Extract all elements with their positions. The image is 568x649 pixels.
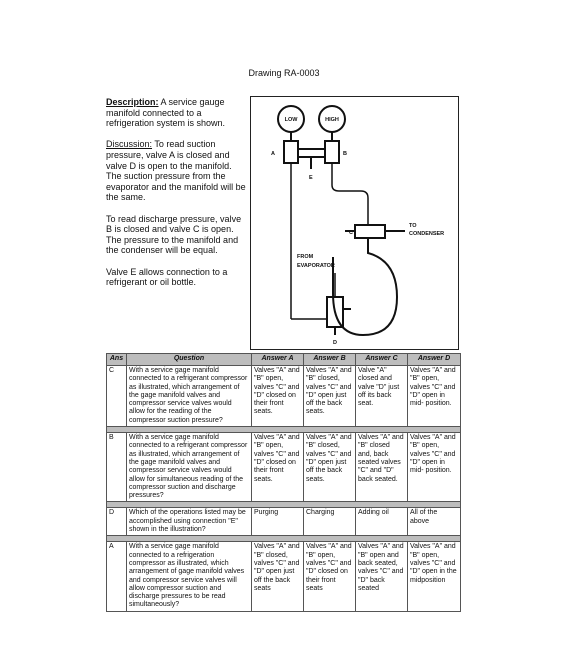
question-table: [106, 353, 461, 612]
row-answer-a: Valves "A" and "B" open, valves "C" and "D" closed on their front seats.: [252, 433, 304, 502]
row-answer-c: Valves "A" and "B" closed and, back seated valves "C" and "D" back seated.: [356, 433, 408, 502]
header-answer-b: Answer B: [304, 354, 356, 366]
row-answer-d: All of the above: [408, 508, 461, 536]
header-ans: Ans: [107, 354, 127, 366]
table-row: [107, 508, 461, 536]
table-header-row: [107, 354, 461, 366]
manifold-valve-b-body: [325, 141, 339, 163]
row-answer-a: Valves "A" and "B" closed, valves "C" and "D" open just off the back seats: [252, 542, 304, 611]
table-row: [107, 366, 461, 427]
header-answer-d: Answer D: [408, 354, 461, 366]
valve-d-label: D: [333, 340, 337, 346]
header-question: Question: [127, 354, 252, 366]
header-answer-c: Answer C: [356, 354, 408, 366]
low-label: LOW: [284, 117, 298, 123]
valve-e-label: E: [309, 175, 313, 181]
row-ans: A: [107, 542, 127, 611]
manifold-valve-a-body: [284, 141, 298, 163]
description-heading: Description:: [106, 97, 159, 107]
table-row: [107, 542, 461, 611]
to-condenser-label-2: CONDENSER: [409, 231, 445, 237]
row-question: Which of the operations listed may be accomplished using connection "E" shown in the illustration?: [127, 508, 252, 536]
row-ans: D: [107, 508, 127, 536]
row-answer-c: Valve "A" closed and valve "D" just off its back seat.: [356, 366, 408, 427]
discussion-text: To read suction pressure, valve A is closed and valve D is open to the manifold. The suction pressure from the evaporator and the manifold will be the same.: [106, 139, 246, 203]
row-answer-c: Valves "A" and "B" open and back seated, valves "C" and "D" back seated: [356, 542, 408, 611]
to-condenser-label-1: TO: [409, 223, 417, 229]
discussion-heading: Discussion:: [106, 139, 153, 150]
row-answer-d: Valves "A" and "B" open, valves "C" and "D" open in the midposition: [408, 542, 461, 611]
row-answer-d: Valves "A" and "B" open, valves "C" and "D" open in mid- position.: [408, 433, 461, 502]
description-block: [106, 97, 246, 298]
row-answer-a: Valves "A" and "B" open, valves "C" and "D" closed on their front seats.: [252, 366, 304, 427]
row-answer-b: Charging: [304, 508, 356, 536]
row-ans: B: [107, 433, 127, 502]
valve-b-label: B: [343, 151, 347, 157]
row-answer-d: Valves "A" and "B" open, valves "C" and "D" open in mid- position.: [408, 366, 461, 427]
high-label: HIGH: [325, 117, 339, 123]
row-question: With a service gage manifold connected to a refrigerant compressor as illustrated, which arrangement of the gage manifold valves and compressor service valves would allow for simultaneous reading of the compressor suction and discharge pressures?: [127, 433, 252, 502]
diagram-svg: [251, 97, 458, 349]
from-evaporator-label-1: FROM: [297, 254, 314, 260]
header-answer-a: Answer A: [252, 354, 304, 366]
description-intro: A service gauge manifold connected to a refrigeration system is shown.: [106, 97, 226, 129]
row-answer-c: Adding oil: [356, 508, 408, 536]
table-row: [107, 433, 461, 502]
row-question: With a service gage manifold connected to a refrigeration compressor as illustrated, which arrangement of gage manifold valves and compressor service valves will allow compressor suction and discharge pressures to be read simultaneously?: [127, 542, 252, 611]
drawing-title: Drawing RA-0003: [248, 68, 320, 78]
row-answer-a: Purging: [252, 508, 304, 536]
row-ans: C: [107, 366, 127, 427]
row-answer-b: Valves "A" and "B" closed, valves "C" and "D" open just off the back seats.: [304, 433, 356, 502]
valve-a-label: A: [271, 151, 275, 157]
valve-c-label: C: [349, 230, 353, 236]
discharge-paragraph: To read discharge pressure, valve B is closed and valve C is open. The pressure to the manifold and the condenser will be equal.: [106, 213, 242, 256]
row-answer-b: Valves "A" and "B" closed, valves "C" and "D" open just off the back seats.: [304, 366, 356, 427]
valve-e-paragraph: Valve E allows connection to a refrigerant or oil bottle.: [106, 266, 228, 288]
from-evaporator-label-2: EVAPORATOR: [297, 263, 335, 269]
refrigeration-diagram: [250, 96, 459, 350]
row-question: With a service gage manifold connected to a refrigerant compressor as illustrated, which arrangement of the gage manifold valves and compressor service valves would allow for the reading of the compressor suction pressure?: [127, 366, 252, 427]
row-answer-b: Valves "A" and "B" open, valves "C" and "D" closed on their front seats: [304, 542, 356, 611]
